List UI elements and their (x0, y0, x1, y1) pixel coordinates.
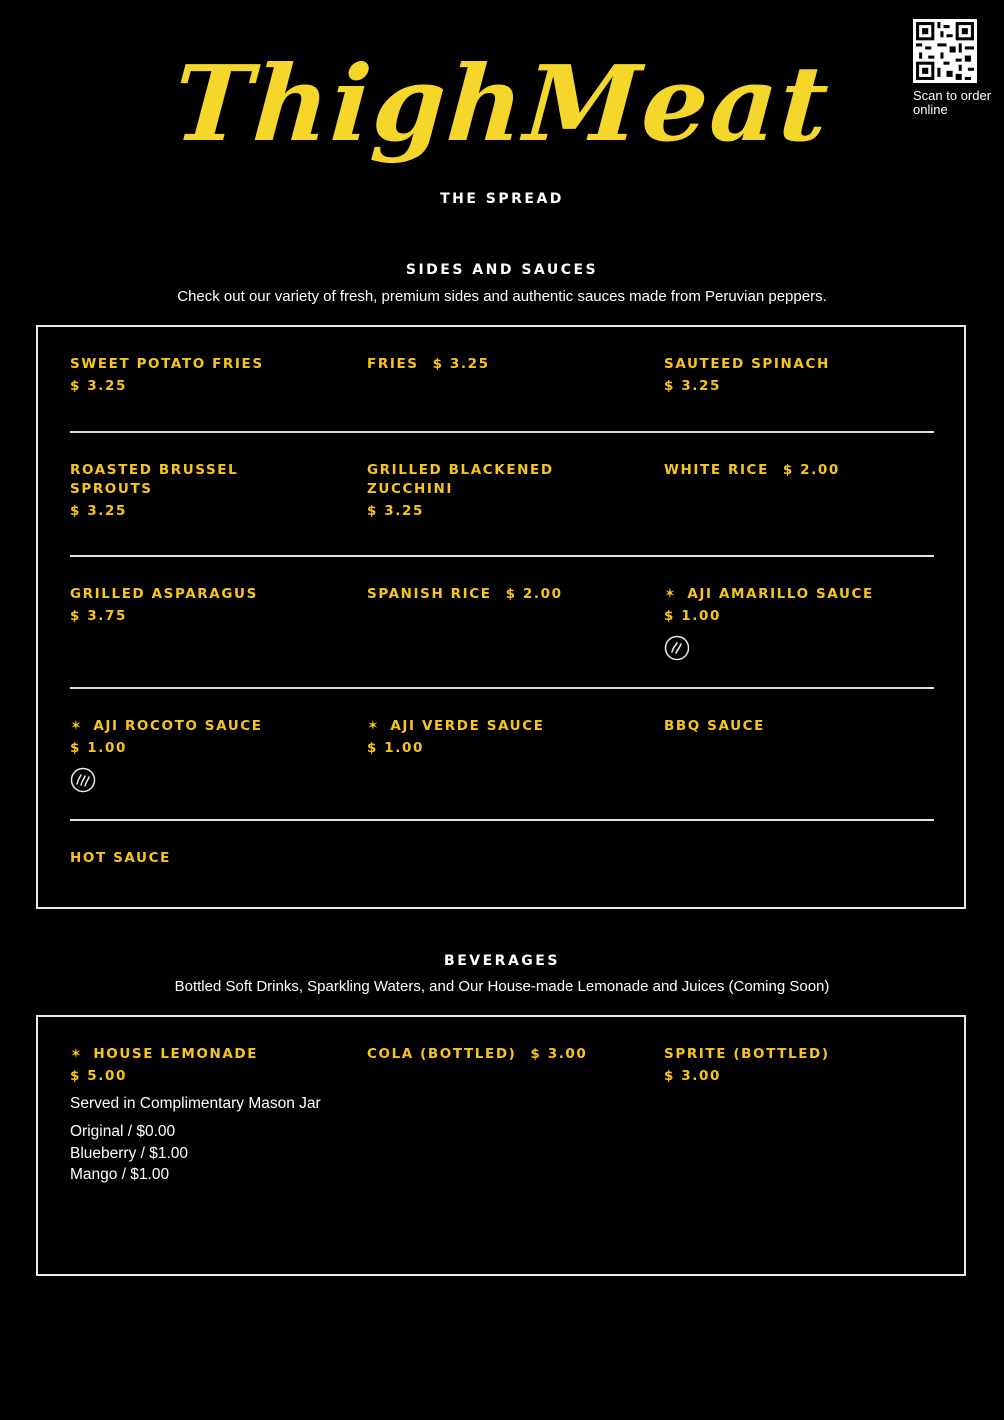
sides-menu-box (36, 325, 966, 909)
item-price: $ 1.00 (367, 740, 425, 756)
menu-item[interactable] (664, 355, 934, 396)
menu-item[interactable] (70, 717, 340, 791)
item-name: BBQ SAUCE (664, 718, 766, 734)
item-description: Served in Complimentary Mason Jar (70, 1095, 321, 1112)
item-price: $ 3.25 (70, 503, 128, 519)
variant-mango: Mango / $1.00 (70, 1166, 170, 1183)
menu-item[interactable] (664, 461, 934, 480)
item-name: SAUTEED SPINACH (664, 356, 830, 372)
item-price: $ 3.00 (664, 1068, 722, 1084)
item-name: SPANISH RICE (367, 586, 492, 602)
item-name: GRILLED ASPARAGUS (70, 586, 258, 602)
item-price: $ 1.00 (664, 608, 722, 624)
item-name: ROASTED BRUSSEL SPROUTS (70, 462, 239, 497)
variant-blueberry: Blueberry / $1.00 (70, 1144, 189, 1162)
item-price: $ 5.00 (70, 1068, 128, 1084)
section-title-sides: SIDES AND SAUCES (405, 262, 599, 278)
variant-original: Original / $0.00 (70, 1123, 176, 1140)
logo: ThighMeat (169, 42, 835, 165)
menu-item[interactable] (664, 585, 934, 659)
menu-item[interactable] (664, 717, 934, 736)
menu-item[interactable] (70, 585, 340, 626)
divider (70, 819, 934, 821)
item-variants (70, 1121, 340, 1186)
divider (70, 431, 934, 433)
menu-item[interactable] (367, 717, 637, 758)
star-icon: ✶ (70, 718, 84, 734)
item-price: $ 3.75 (70, 608, 128, 624)
item-name: SPRITE (BOTTLED) (664, 1046, 830, 1062)
qr-caption: Scan to order online (913, 88, 992, 117)
star-icon: ✶ (664, 586, 678, 602)
item-name: HOUSE LEMONADE (93, 1046, 259, 1062)
item-name: SWEET POTATO FRIES (70, 356, 264, 372)
item-name: GRILLED BLACKENED ZUCCHINI (367, 462, 554, 497)
star-icon: ✶ (367, 718, 381, 734)
menu-item[interactable] (367, 461, 617, 521)
hot-pepper-icon (70, 767, 94, 791)
beverages-menu-box (36, 1015, 966, 1276)
item-name: WHITE RICE (664, 462, 769, 478)
divider (70, 687, 934, 689)
item-price: $ 2.00 (782, 462, 840, 478)
qr-code[interactable] (913, 19, 977, 83)
item-price: $ 3.25 (367, 503, 425, 519)
menu-item[interactable] (367, 355, 637, 374)
menu-item[interactable] (70, 355, 340, 396)
menu-item[interactable] (70, 849, 340, 868)
item-name: AJI VERDE SAUCE (390, 718, 545, 734)
item-price: $ 3.25 (664, 378, 722, 394)
section-title-beverages: BEVERAGES (444, 953, 560, 969)
item-price: $ 3.25 (70, 378, 128, 394)
menu-item[interactable] (367, 585, 637, 604)
section-description-sides: Check out our variety of fresh, premium sides and authentic sauces made from Peruvian peppers. (177, 288, 827, 305)
qr-code-icon (913, 19, 977, 83)
section-description-beverages: Bottled Soft Drinks, Sparkling Waters, and Our House-made Lemonade and Juices (Coming Soon) (174, 978, 830, 995)
menu-item[interactable] (70, 461, 310, 521)
pepper-icon (664, 635, 688, 659)
divider (70, 555, 934, 557)
item-price: $ 3.25 (432, 356, 490, 372)
item-name: COLA (BOTTLED) (367, 1046, 517, 1062)
item-price: $ 2.00 (505, 586, 563, 602)
menu-item[interactable] (664, 1045, 934, 1086)
item-name: HOT SAUCE (70, 850, 171, 866)
menu-item[interactable] (70, 1045, 340, 1186)
menu-tagline: THE SPREAD (440, 191, 564, 207)
item-price: $ 3.00 (530, 1046, 588, 1062)
item-name: AJI AMARILLO SAUCE (687, 586, 874, 602)
item-price: $ 1.00 (70, 740, 128, 756)
item-name: FRIES (367, 356, 419, 372)
menu-item[interactable] (367, 1045, 637, 1064)
star-icon: ✶ (70, 1046, 84, 1062)
item-name: AJI ROCOTO SAUCE (93, 718, 263, 734)
